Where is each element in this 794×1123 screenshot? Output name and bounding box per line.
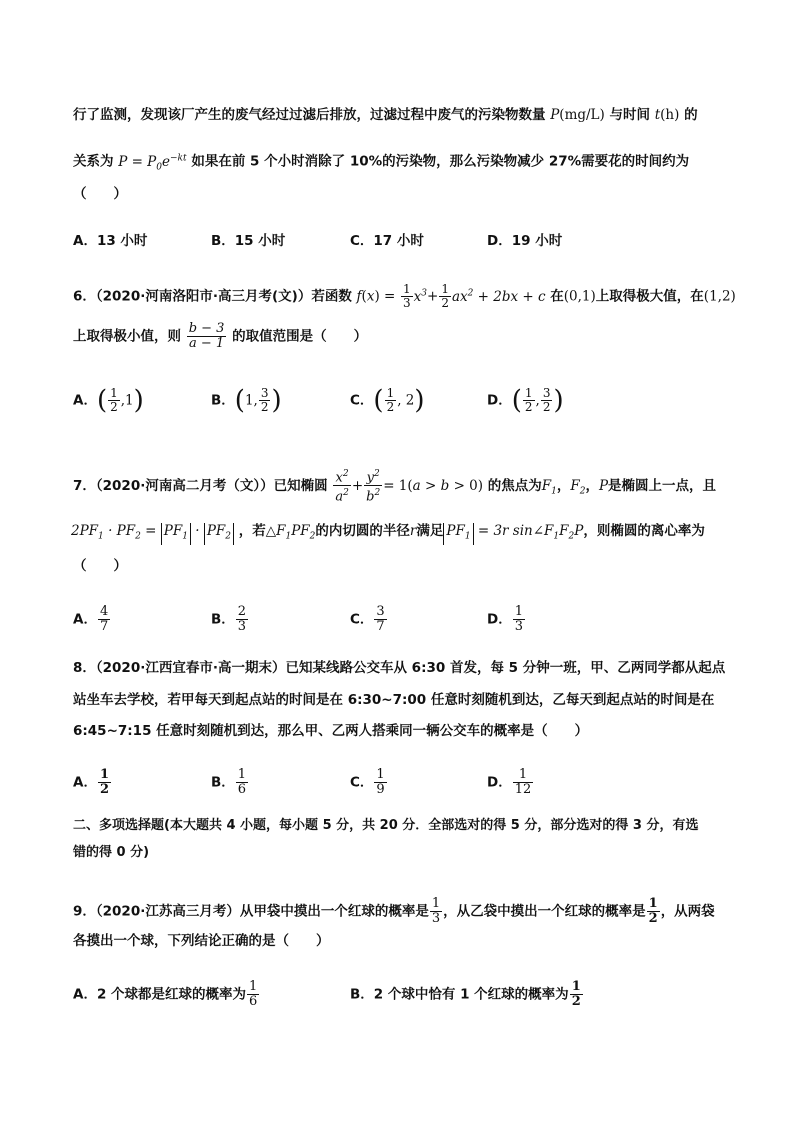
denominator: 3 (514, 619, 523, 634)
q9-option-b[interactable]: B．2 个球中恰有 1 个红球的概率为 $\frac{1}{2}$ (350, 979, 581, 1009)
denominator: 7 (99, 619, 109, 634)
q7-option-c[interactable] (350, 605, 388, 634)
q8-line-3: 6:45~7:15 任意时刻随机到达，那么甲、乙两人搭乘同一辆公交车的概率是（ ） (73, 723, 589, 739)
option-label: D． (487, 392, 512, 409)
math-P: P (550, 107, 560, 123)
fraction-one-half: $\frac{1}{2}$ (648, 896, 658, 926)
q7-blank: （ ） (73, 558, 127, 574)
math-fx: f (356, 288, 362, 305)
q8-line-2: 站坐车去学校，若甲每天到起点站的时间是在 6:30~7:00 任意时刻随机到达，乙每天到起点站的时间是在 (73, 692, 715, 708)
q7-text: ， (556, 477, 571, 494)
math-x: (x) = (361, 288, 396, 305)
q6-text: 的取值范围是（ ） (232, 328, 368, 345)
q7-option-a[interactable] (73, 605, 111, 634)
q6-text: 上取得极大值，在 (595, 288, 704, 305)
q9-text: ，从乙袋中摸出一个红球的概率是 (443, 903, 646, 920)
option-text: A．2 个球都是红球的概率为 (73, 986, 247, 1003)
q5-text: 的 (684, 107, 698, 123)
q7-option-b[interactable] (211, 605, 249, 634)
option-label: C． (350, 392, 374, 409)
q6-line-1 (73, 282, 736, 310)
math-plus: + (427, 288, 439, 305)
q9-text: 9．（2020·江苏高三月考）从甲袋中摸出一个红球的概率是 (73, 903, 429, 920)
numerator: 1 (237, 767, 247, 782)
numerator: 1 (514, 604, 523, 619)
math-unit: (mg/L) (559, 107, 605, 123)
q6-option-a[interactable]: A．( $\frac{1}{2}$ ,1) (73, 385, 144, 416)
q6-option-d[interactable]: D．( $\frac{1}{2}$ , $\frac{3}{2}$ ) (487, 385, 564, 416)
numerator: 3 (376, 604, 385, 619)
q5-option-c[interactable]: C．17 小时 (350, 233, 424, 249)
q7-text: 满足 (416, 523, 444, 539)
q5-text: 如果在前 5 个小时消除了 10%的污染物，那么污染物减少 27%需要花的时间约为 (191, 153, 690, 170)
math-cond: = 1(a > b > 0) (383, 477, 484, 494)
q6-text: 上取得极小值，则 (73, 328, 181, 345)
math-vector-eq: $2PF_1 \cdot PF_2 = PF_1 \cdot PF_2$ (71, 523, 234, 539)
option-label: A． (73, 392, 97, 409)
denominator: 12 (514, 782, 532, 797)
q6-option-b[interactable]: B．(1, $\frac{3}{2}$ ) (211, 385, 282, 416)
q7-line-1: 7．（2020·河南高二月考（文））已知椭圆 $\frac{x^2}{a^2}$ + $\frac{y^2}{b^2}$ = 1(a > b > 0) 的焦点为$F_1$，$F_2$，P是椭圆上一点，且 (73, 469, 717, 505)
q5-text: 关系为 (73, 153, 114, 170)
q8-line-1: 8．（2020·江西宜春市·高一期末）已知某线路公交车从 6:30 首发，每 5 分钟一班，甲、乙两同学都从起点 (73, 660, 726, 676)
option-label: C． (350, 611, 374, 628)
math-term: $ax^2 + 2bx + c$ (451, 288, 546, 305)
denominator: 3 (237, 619, 247, 634)
numerator: 1 (518, 767, 528, 782)
math-term: $x^3$ (413, 288, 428, 305)
option-text: B．2 个球中恰有 1 个红球的概率为 (350, 986, 569, 1003)
q5-text: 与时间 (609, 107, 650, 123)
numerator: 2 (237, 604, 247, 619)
fraction-expr: $\frac{b - 3}{a - 1}$ (188, 321, 225, 351)
q5-option-b[interactable]: B．15 小时 (211, 233, 286, 249)
q7-text: 7．（2020·河南高二月考（文））已知椭圆 (73, 477, 328, 494)
option-label: D． (487, 611, 512, 628)
math-interval: (0,1) (563, 288, 596, 305)
q5-text: 行了监测，发现该厂产生的废气经过过滤后排放，过滤过程中废气的污染物数量 (73, 107, 546, 123)
q9-line-2: 各摸出一个球，下列结论正确的是（ ） (73, 933, 330, 949)
numerator: 4 (99, 604, 109, 619)
fraction-y2b2: $\frac{y^2}{b^2}$ (366, 469, 381, 505)
denominator: 9 (376, 782, 385, 797)
section-heading-line-1: 二、多项选择题(本大题共 4 小题，每小题 5 分，共 20 分．全部选对的得 5 分，部分选对的得 3 分，有选 (73, 818, 699, 833)
option-label: B． (211, 774, 235, 791)
q9-text: ，从两袋 (660, 903, 715, 920)
q5-option-d[interactable]: D．19 小时 (487, 233, 563, 249)
q7-option-d[interactable] (487, 605, 526, 634)
fraction-x2a2: $\frac{x^2}{a^2}$ (335, 469, 349, 505)
math-formula: $P = P_0e^{-kt}$ (118, 153, 187, 173)
q8-option-a[interactable] (73, 768, 112, 797)
q6-line-2 (73, 322, 367, 351)
section-heading-line-2: 错的得 0 分) (73, 845, 150, 860)
option-label: B． (211, 611, 235, 628)
denominator: 2 (99, 782, 109, 797)
q7-text: 是椭圆上一点，且 (608, 477, 717, 494)
q6-text: 在 (550, 288, 564, 305)
math-interval: (1,2) (703, 288, 736, 305)
option-label: A． (73, 611, 97, 628)
q7-text: 的内切圆的半径 (315, 523, 410, 539)
numerator: 1 (376, 767, 385, 782)
q8-option-b[interactable] (211, 768, 249, 797)
math-radius-eq: $PF_1 = 3r$ $\sin\angle F_1F_2P$ (443, 523, 583, 539)
fraction-one-third: $\frac{1}{3}$ (431, 896, 441, 926)
q6-text: 6．（2020·河南洛阳市·高三月考(文)）若函数 (73, 288, 352, 305)
q8-option-c[interactable] (350, 768, 388, 797)
q5-option-a[interactable]: A．13 小时 (73, 233, 148, 249)
q6-option-c[interactable]: C．( $\frac{1}{2}$ , 2) (350, 385, 425, 416)
q8-option-d[interactable] (487, 768, 534, 797)
option-label: C． (350, 774, 374, 791)
option-label: A． (73, 774, 97, 791)
option-label: B． (211, 392, 235, 409)
q7-line-2: $2PF_1 \cdot PF_2 = PF_1 \cdot PF_2$ ，若$\triangle F_1PF_2$的内切圆的半径r满足 $PF_1 = 3r$ $\sin\angle F_1F_2P$，则椭圆的离心率为 (73, 520, 705, 548)
fraction-one-half: $\frac{1}{2}$ (441, 282, 449, 310)
q9-line-1 (73, 897, 715, 926)
q7-text: 的焦点为 (487, 477, 542, 494)
numerator: 1 (99, 767, 109, 782)
option-label: D． (487, 774, 512, 791)
q7-text: ， (585, 477, 599, 494)
math-t: t (654, 107, 661, 123)
math-h: (h) (660, 107, 680, 123)
q7-text: ，则椭圆的离心率为 (583, 523, 705, 539)
q5-blank: （ ） (73, 186, 127, 202)
fraction-one-third: $\frac{1}{3}$ (403, 282, 411, 310)
denominator: 6 (237, 782, 247, 797)
q9-option-a[interactable]: A．2 个球都是红球的概率为 $\frac{1}{6}$ (73, 979, 258, 1009)
q5-line-1 (73, 104, 698, 126)
q5-line-2 (73, 147, 689, 178)
denominator: 7 (376, 619, 385, 634)
q7-text: ，若△ (238, 523, 277, 539)
